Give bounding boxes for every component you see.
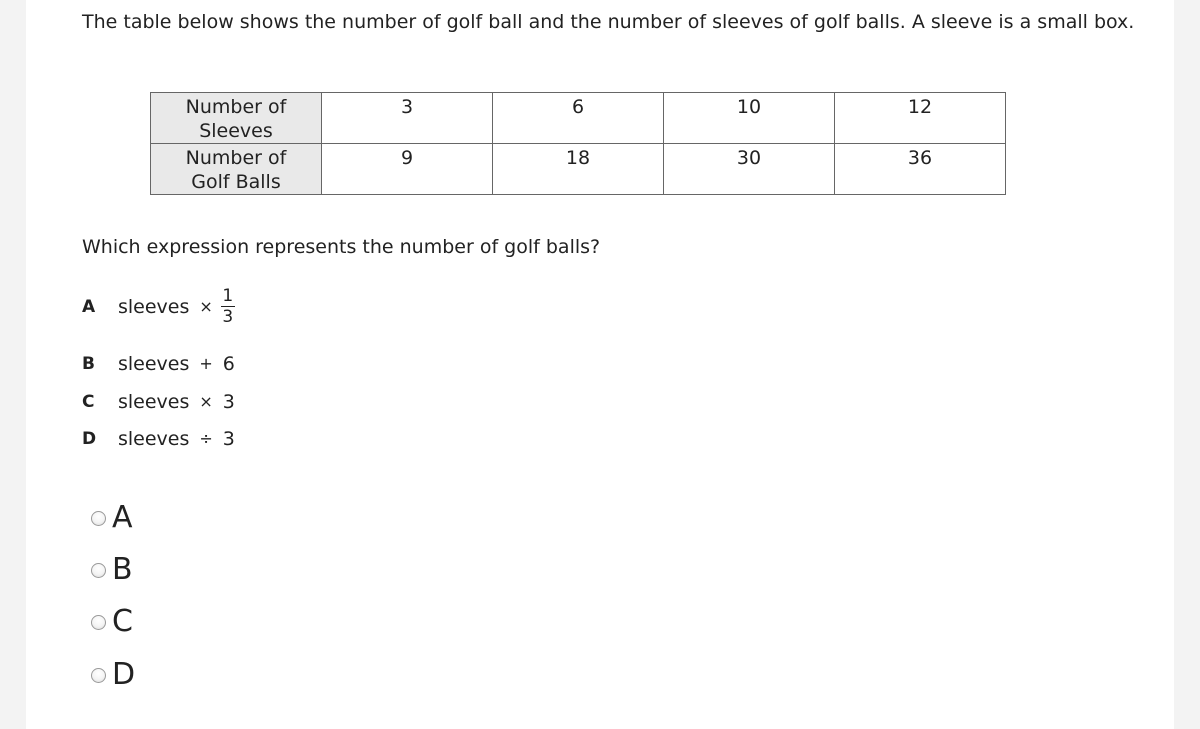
table-cell: 3 <box>322 93 493 144</box>
table-cell: 12 <box>835 93 1006 144</box>
choice-d <box>82 427 235 451</box>
choice-operator: + <box>199 354 213 373</box>
choice-operator: × <box>199 296 213 316</box>
table-cell: 30 <box>664 144 835 195</box>
choice-operator: ÷ <box>199 429 213 448</box>
answer-label[interactable]: C <box>112 604 133 639</box>
row-header-sleeves: Number of Sleeves <box>151 93 322 144</box>
table-cell: 10 <box>664 93 835 144</box>
choice-term: sleeves <box>118 391 190 413</box>
radio-button[interactable] <box>91 511 106 526</box>
radio-button[interactable] <box>91 563 106 578</box>
answer-option-d[interactable] <box>91 659 135 691</box>
choice-term: sleeves <box>118 428 190 450</box>
golf-ball-table <box>150 92 1006 195</box>
table-row <box>151 93 1006 144</box>
choice-term: sleeves <box>118 353 190 375</box>
choice-c <box>82 390 235 414</box>
choice-b <box>82 352 235 376</box>
choice-letter: C <box>82 392 95 412</box>
choice-operand: 3 <box>222 428 235 450</box>
table-cell: 6 <box>493 93 664 144</box>
table-cell: 9 <box>322 144 493 195</box>
radio-button[interactable] <box>91 668 106 683</box>
table-row <box>151 144 1006 195</box>
table-cell: 36 <box>835 144 1006 195</box>
table-cell: 18 <box>493 144 664 195</box>
radio-button[interactable] <box>91 615 106 630</box>
fraction-numerator: 1 <box>222 286 234 306</box>
answer-label[interactable]: B <box>112 552 133 587</box>
choice-letter: B <box>82 354 95 374</box>
intro-text: The table below shows the number of golf ball and the number of sleeves of golf balls. A sleeve is a small box. <box>82 11 1135 33</box>
answer-option-c[interactable] <box>91 606 133 638</box>
fraction <box>221 287 235 326</box>
answer-option-b[interactable] <box>91 554 133 586</box>
choice-term: sleeves <box>118 295 190 318</box>
choice-operand: 6 <box>222 353 235 375</box>
choice-operand: 3 <box>222 391 235 413</box>
choice-a <box>82 287 235 326</box>
question-text: Which expression represents the number of golf balls? <box>82 236 601 258</box>
answer-option-a[interactable] <box>91 502 133 534</box>
question-page <box>26 0 1174 729</box>
choice-letter: D <box>82 429 97 449</box>
fraction-denominator: 3 <box>222 307 234 327</box>
choice-letter: A <box>82 296 96 317</box>
row-header-golf-balls: Number of Golf Balls <box>151 144 322 195</box>
choice-operator: × <box>199 392 213 411</box>
answer-label[interactable]: A <box>112 500 133 535</box>
answer-label[interactable]: D <box>112 657 136 692</box>
